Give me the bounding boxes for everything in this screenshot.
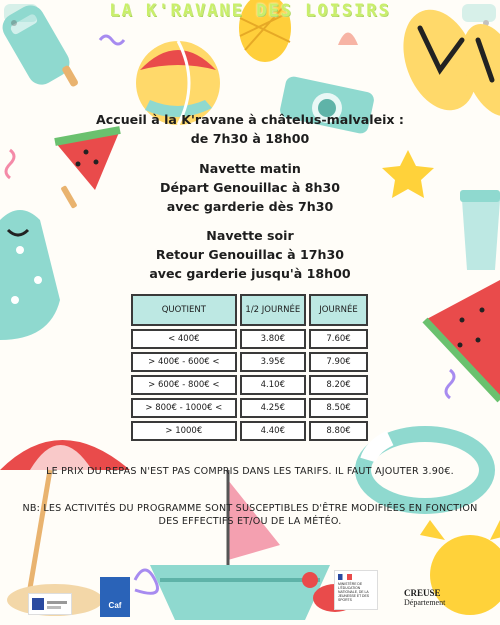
column-header-quotient: QUOTIENT (131, 294, 237, 326)
table-row (131, 421, 368, 441)
demi-journee-cell: 4.25€ (240, 398, 306, 418)
journee-cell: 8.20€ (309, 375, 368, 395)
quotient-cell: > 400€ - 600€ < (131, 352, 237, 372)
column-header-journee: JOURNÉE (309, 294, 368, 326)
swimsuit-icon (0, 210, 60, 340)
drink-icon (460, 190, 500, 270)
partner-logo-small (28, 593, 72, 615)
accueil-line-1: Accueil à la K'ravane à châtelus-malvaleix : (96, 112, 404, 127)
demi-journee-cell: 4.10€ (240, 375, 306, 395)
creuse-logo-line-2: Département (404, 598, 446, 607)
ministere-text: MINISTÈRE DE L'ÉDUCATION NATIONALE, DE LA JEUNESSE ET DES SPORTS (338, 582, 370, 602)
demi-journee-cell: 3.95€ (240, 352, 306, 372)
squiggle-purple-icon (446, 370, 454, 398)
journee-cell: 8.80€ (309, 421, 368, 441)
caf-logo-text: Caf (108, 601, 122, 610)
accueil-info (70, 110, 430, 148)
ministere-logo (334, 570, 378, 610)
navette-soir (70, 226, 430, 283)
quotient-cell: > 1000€ (131, 421, 237, 441)
nb-note: NB: LES ACTIVITÉS DU PROGRAMME SONT SUSCEPTIBLES D'ÊTRE MODIFIÉES EN FONCTION DES EFFECTIFS ET/OU DE LA MÉTÉO. (22, 503, 478, 527)
table-row (131, 329, 368, 349)
quotient-cell: > 800€ - 1000€ < (131, 398, 237, 418)
squiggle-pink-icon (6, 150, 14, 178)
journee-cell: 7.90€ (309, 352, 368, 372)
journee-cell: 7.60€ (309, 329, 368, 349)
accueil-line-2: de 7h30 à 18h00 (190, 131, 310, 146)
quotient-cell: > 600€ - 800€ < (131, 375, 237, 395)
tarifs-table (128, 291, 371, 444)
navette-soir-line-2: avec garderie jusqu'à 18h00 (149, 266, 351, 281)
shell-icon (338, 33, 358, 46)
table-row (131, 398, 368, 418)
column-header-demi-journee: 1/2 JOURNÉE (240, 294, 306, 326)
table-header-row (131, 294, 368, 326)
logo-mark-icon (29, 594, 71, 614)
squiggle-icon (100, 36, 124, 44)
demi-journee-cell: 3.80€ (240, 329, 306, 349)
table-row (131, 375, 368, 395)
watermelon-slice-icon (425, 280, 500, 400)
quotient-cell: < 400€ (131, 329, 237, 349)
navette-matin-line-2: avec garderie dès 7h30 (166, 199, 334, 214)
page-title: LA K'RAVANE DES LOISIRS (109, 1, 391, 21)
repas-note: LE PRIX DU REPAS N'EST PAS COMPRIS DANS LES TARIFS. IL FAUT AJOUTER 3.90€. (46, 466, 454, 477)
french-flag-icon (338, 574, 352, 580)
navette-matin-title: Navette matin (199, 161, 301, 176)
creuse-logo-line-1: CREUSE (404, 588, 441, 598)
creuse-logo (404, 588, 474, 612)
caf-logo (100, 577, 130, 617)
navette-matin (70, 159, 430, 216)
demi-journee-cell: 4.40€ (240, 421, 306, 441)
navette-soir-line-1: Retour Genouillac à 17h30 (155, 247, 345, 262)
navette-matin-line-1: Départ Genouillac à 8h30 (159, 180, 341, 195)
navette-soir-title: Navette soir (206, 228, 294, 243)
boat-icon (150, 470, 330, 620)
table-row (131, 352, 368, 372)
journee-cell: 8.50€ (309, 398, 368, 418)
